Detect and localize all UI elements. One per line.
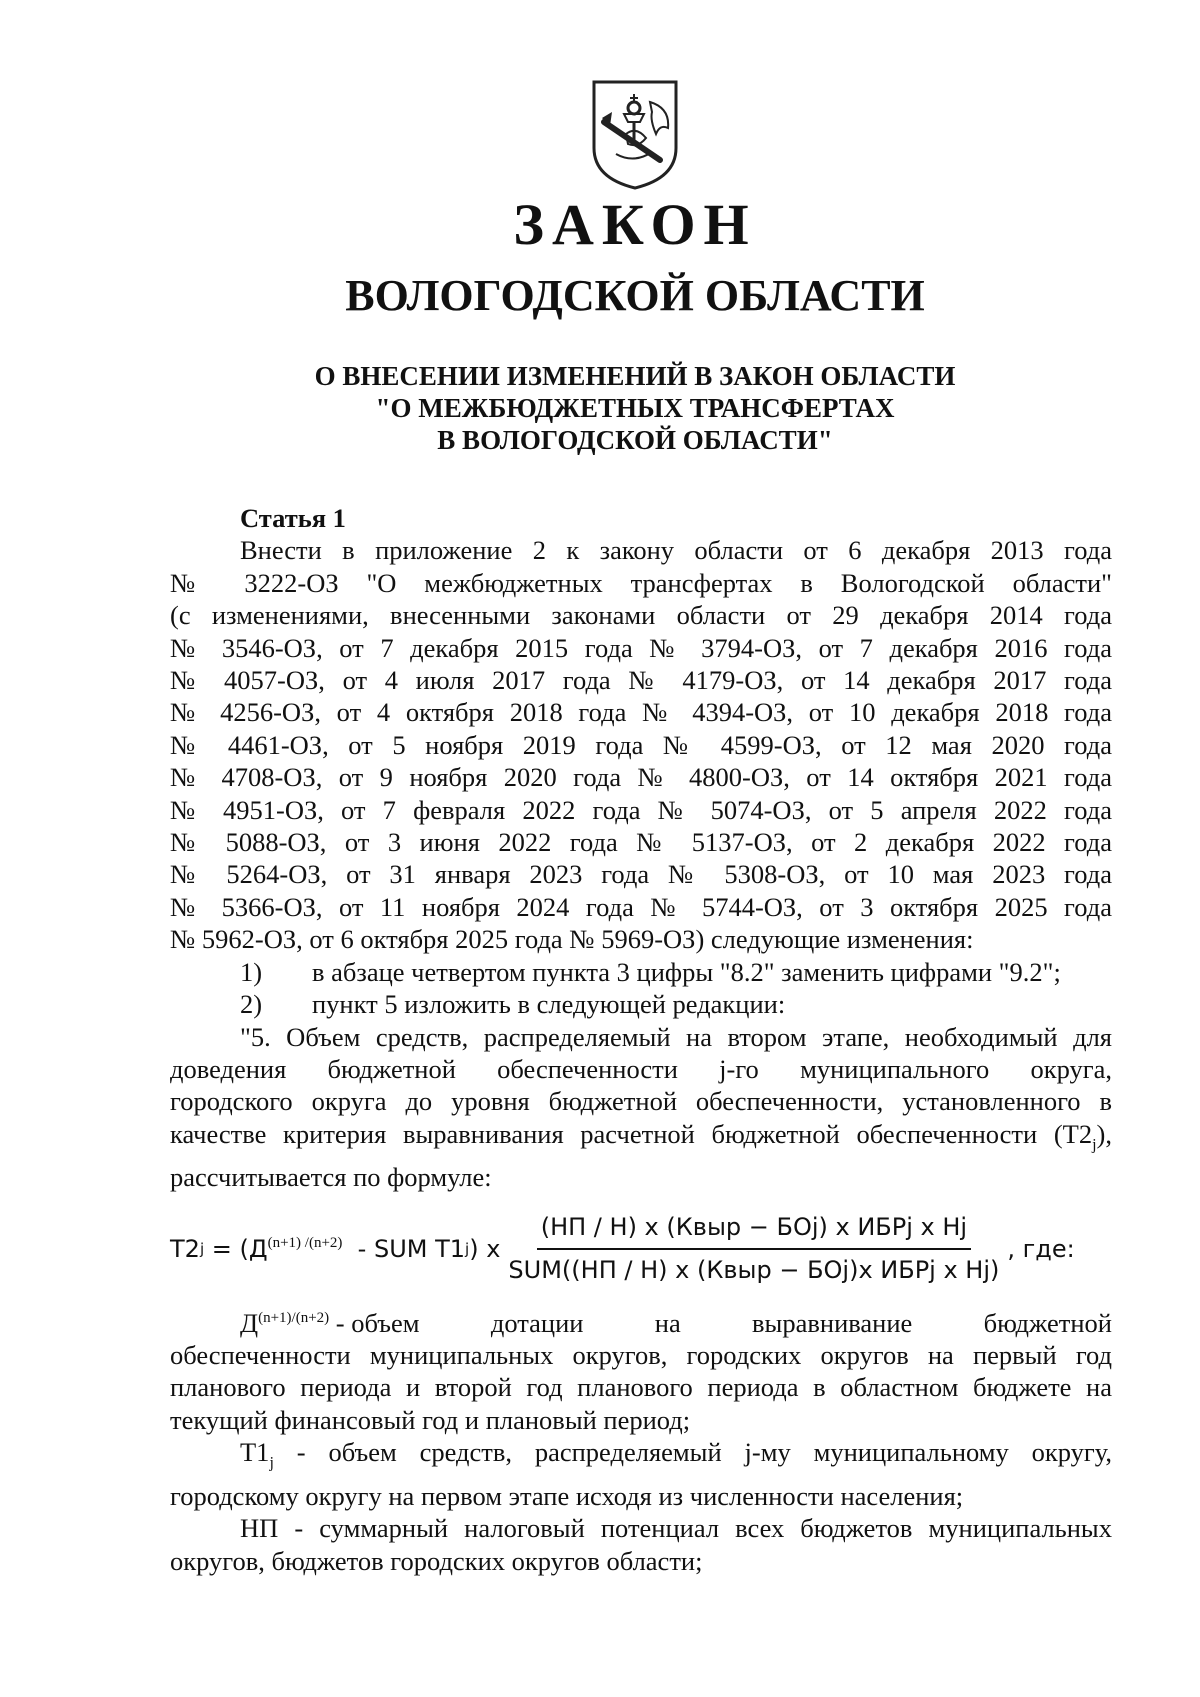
law-name-line: В ВОЛОГОДСКОЙ ОБЛАСТИ" [437, 425, 833, 455]
subscript: j [269, 1454, 274, 1472]
formula [170, 1208, 1112, 1290]
subscript: j [465, 1239, 470, 1258]
definition-word: бюджетной [983, 1307, 1112, 1338]
formula-fraction [504, 1211, 1003, 1286]
law-name-line: "О МЕЖБЮДЖЕТНЫХ ТРАНСФЕРТАХ [375, 393, 895, 423]
definition-word: - объем [335, 1307, 420, 1338]
text-line: № 5088-ОЗ, от 3 июня 2022 года № 5137-ОЗ, от 2 декабря 2022 года [170, 827, 1112, 858]
text-line: рассчитывается по формуле: [170, 1162, 492, 1193]
text-line: № 3546-ОЗ, от 7 декабря 2015 года № 3794-ОЗ, от 7 декабря 2016 года [170, 632, 1112, 663]
text-line: № 5366-ОЗ, от 11 ноября 2024 года № 5744-ОЗ, от 3 октября 2025 года [170, 891, 1112, 922]
list-item-text: в абзаце четвертом пункта 3 цифры "8.2" заменить цифрами "9.2"; [312, 956, 1061, 987]
text-line: Внести в приложение 2 к закону области от 6 декабря 2013 года [240, 535, 1112, 566]
text-line: № 5264-ОЗ, от 31 января 2023 года № 5308-ОЗ, от 10 мая 2023 года [170, 859, 1112, 890]
text-line: № 3222-ОЗ "О межбюджетных трансфертах в Вологодской области" [170, 567, 1112, 598]
text-line: № 4057-ОЗ, от 4 июля 2017 года № 4179-ОЗ, от 14 декабря 2017 года [170, 665, 1112, 696]
text-line: доведения бюджетной обеспеченности j-го муниципального округа, [170, 1053, 1112, 1084]
text-fragment: ), [1096, 1118, 1112, 1149]
text-line: округов, бюджетов городских округов области; [170, 1545, 703, 1576]
text-line: городскому округу на первом этапе исходя из численности населения; [170, 1480, 964, 1511]
superscript: (n+1)/(n+2) [258, 1309, 330, 1326]
definition-word: на [654, 1307, 681, 1338]
list-item [170, 988, 1112, 1020]
symbol-text: Д [240, 1307, 259, 1338]
document-subtitle: ВОЛОГОДСКОЙ ОБЛАСТИ [345, 271, 925, 320]
formula-mid-end: ) x [469, 1234, 501, 1263]
text-fragment: качестве критерия выравнивания расчетной бюджетной обеспеченности (T2 [170, 1118, 1093, 1149]
text-line: № 4951-ОЗ, от 7 февраля 2022 года № 5074-ОЗ, от 5 апреля 2022 года [170, 794, 1112, 825]
article-body [170, 502, 1112, 1577]
subscript: j [199, 1239, 205, 1258]
law-name-line: О ВНЕСЕНИИ ИЗМЕНЕНИЙ В ЗАКОН ОБЛАСТИ [314, 361, 956, 391]
law-name [0, 360, 1200, 456]
text-line: (с изменениями, внесенными законами области от 29 декабря 2014 года [170, 600, 1112, 631]
formula-tail: , где: [1007, 1234, 1075, 1263]
definition-word: выравнивание [752, 1307, 913, 1338]
definition-np-line: НП - суммарный налоговый потенциал всех бюджетов муниципальных [240, 1513, 1112, 1544]
definition-word: дотации [490, 1307, 584, 1338]
text-line: текущий финансовый год и плановый период; [170, 1404, 691, 1435]
text-line [170, 1118, 1112, 1162]
list-item-number: 1) [240, 956, 263, 987]
list-item-text: пункт 5 изложить в следующей редакции: [312, 989, 786, 1020]
definition-t1-line [170, 1436, 1112, 1480]
subscript: j [1092, 1136, 1097, 1154]
formula-numerator: (НП / Н) x (Квыр − БОj) x ИБРj x Hj [537, 1211, 971, 1249]
document-title: ЗАКОН [513, 192, 757, 257]
definition-symbol [240, 1302, 420, 1339]
text-line: № 4461-ОЗ, от 5 ноября 2019 года № 4599-ОЗ, от 12 мая 2020 года [170, 729, 1112, 760]
text-line: "5. Объем средств, распределяемый на втором этапе, необходимый для [240, 1021, 1112, 1052]
formula-mid: - SUM T1 [342, 1234, 466, 1263]
article-heading: Статья 1 [240, 503, 346, 533]
list-item-number: 2) [240, 989, 263, 1020]
definition-d-line [170, 1302, 1112, 1339]
superscript: (n+1) /(n+2) [267, 1234, 343, 1251]
symbol-text: T1 [240, 1437, 270, 1468]
text-line: № 4256-ОЗ, от 4 октября 2018 года № 4394-ОЗ, от 10 декабря 2018 года [170, 697, 1112, 728]
vologda-coat-of-arms-icon [590, 78, 680, 190]
formula-denominator: SUM((НП / Н) x (Квыр − БОj)x ИБРj x Hj) [508, 1255, 1000, 1284]
text-line: планового периода и второй год планового периода в областном бюджете на [170, 1372, 1112, 1403]
text-line: № 5962-ОЗ, от 6 октября 2025 года № 5969-ОЗ) следующие изменения: [170, 924, 974, 955]
formula-eq: = (Д [204, 1234, 268, 1263]
list-item [170, 956, 1112, 988]
text-fragment: - объем средств, распределяемый j-му муниципальному округу, [273, 1437, 1112, 1468]
formula-lhs: T2 [170, 1234, 200, 1263]
text-line: городского округа до уровня бюджетной обеспеченности, установленного в [170, 1086, 1112, 1117]
text-line: № 4708-ОЗ, от 9 ноября 2020 года № 4800-ОЗ, от 14 октября 2021 года [170, 762, 1112, 793]
text-line: обеспеченности муниципальных округов, городских округов на первый год [170, 1340, 1112, 1371]
